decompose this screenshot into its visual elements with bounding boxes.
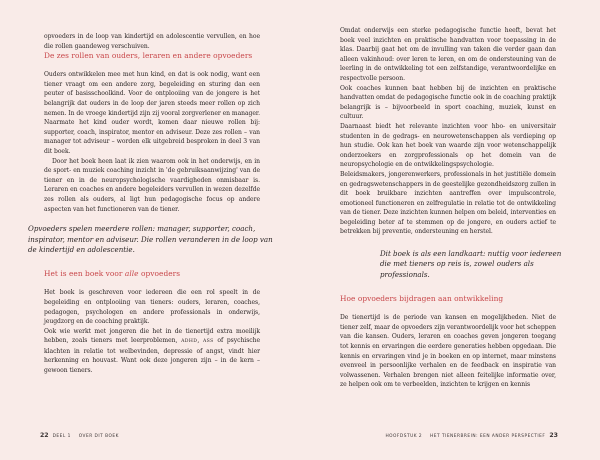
intro-paragraph: opvoeders in de loop van kindertijd en adolescentie vervullen, en hoe die rollen gaandeweg verschuiven. [44, 33, 260, 50]
heading-part: Het is een boek voor [44, 269, 125, 279]
footer-chapter: HOOFDSTUK 2 [385, 434, 423, 439]
footer-title: OVER DIT BOEK [78, 434, 119, 439]
paragraph: Omdat onderwijs een sterke pedagogische functie heeft, bevat het boek veel inzichten en praktische handvatten voor toepassing in de klas. Daarbij gaat het om de invulling van taken die verder gaan dan alleen vakinhoud: over leren te leren, en om de ondersteuning van de leerling in de ontwikkeling tot een zelfstandige, verantwoordelijke en respectvolle persoon. [340, 27, 556, 82]
abbreviation: ASS [202, 339, 214, 345]
heading-part: opvoeders [138, 269, 181, 279]
abbreviation: ADHD [181, 339, 198, 345]
pull-quote: Dit boek is als een landkaart: nuttig voor iedereen die met tieners op reis is, zowel ouders als professionals. [380, 249, 562, 279]
section-all-educators-body [44, 288, 260, 375]
text-run: Ook wie werkt met jongeren die het in de tienertijd extra moeilijk hebben, zoals tieners met leerproblemen, [44, 327, 260, 345]
paragraph: Ook coaches kunnen baat hebben bij de inzichten en praktische handvatten omdat de pedagogische functie ook in de coaching praktijk belangrijk is – bijvoorbeeld in sport coaching, muziek, kunst en cultuur. [340, 84, 556, 121]
page-footer [385, 432, 558, 439]
left-text-flow [28, 32, 273, 376]
text-run: of psychische klachten in relatie tot welbevinden, depressie of angst, vindt hier herkenning en houvast. Want ook deze jongeren zijn – in de kern – gewoon tieners. [44, 337, 260, 375]
section-heading-all-educators [44, 269, 260, 279]
text-run: , [197, 337, 203, 345]
section-six-roles-body [44, 70, 260, 214]
right-text-flow [340, 26, 562, 390]
paragraph [44, 327, 260, 376]
paragraph: Ouders ontwikkelen mee met hun kind, en dat is ook nodig, want een tiener vraagt om een andere zorg, begeleiding en sturing dan een peuter of basisschoolkind. Voor de ontplooiing van de jongere is het belangrijk dat ouders in de loop der jaren steeds meer rollen op zich nemen. In de vroege kindertijd zijn zij vooral zorgverlener en manager. Naarmate het kind ouder wordt, komen daar nieuwe rollen bij: supporter, coach, inspirator, mentor en adviseur. Deze zes rollen – van manager tot adviseur – worden elk uitgebreid besproken in deel 3 van dit boek. [44, 71, 260, 155]
section-contribution-body [340, 313, 556, 390]
footer-part: DEEL 1 [52, 434, 71, 439]
paragraph: Het boek is geschreven voor iedereen die een rol speelt in de begeleiding en ontplooiing van tieners: ouders, leraren, coaches, pedagogen, psychologen en andere professionals in onderwijs, jeugdzorg en de coaching praktijk. [44, 289, 260, 326]
heading-emphasis: alle [124, 269, 139, 279]
paragraph: Beleidsmakers, jongerenwerkers, professionals in het justitiële domein en gedragswetenschappers in de geestelijke gezondheidszorg zullen in dit boek bruikbare inzichten aantreffen over impulscontrole, emotioneel functioneren en zelfregulatie in relatie tot de ontwikkeling van de tiener. Deze inzichten kunnen helpen om beleid, interventies en begeleiding beter af te stemmen op de jongere, en ouders actief te betrekken bij preventie, ondersteuning en herstel. [340, 170, 556, 236]
paragraph: De tienertijd is de periode van kansen en mogelijkheden. Niet de tiener zelf, maar de opvoeders zijn verantwoordelijk voor het scheppen van die kansen. Ouders, leraren en coaches geven jongeren toegang tot kennis en ervaringen die eerdere generaties hebben opgedaan. Die kennis en ervaringen vind je in boeken en op internet, maar minstens evenveel in persoonlijke verhalen en de feedback en inspiratie van volwassenen. Verhalen brengen niet alleen feitelijke informatie over, ze helpen ook om te verbeelden, inzichten te krijgen en kennis [340, 314, 556, 389]
footer-title: HET TIENERBREIN: EEN ANDER PERSPECTIEF [430, 434, 546, 439]
section-heading-six-roles: De zes rollen van ouders, leraren en andere opvoeders [44, 51, 253, 61]
paragraph: Daarnaast biedt het relevante inzichten voor hbo- en universitair studenten in de gedrags- en neurowetenschappen als verdieping op hun studie. Ook kan het boek van waarde zijn voor wetenschappelijk onderzoekers en zorgprofessionals op het domein van de neuropsychologie en de ontwikkelingspsychologie. [340, 122, 556, 169]
paragraph: Door het boek heen laat ik zien waarom ook in het onderwijs, en in de sport- en muziek coaching inzicht in 'de gebruiksaanwijzing' van de tiener en in de neuropsychologische vaardigheden onmisbaar is. Leraren en coaches en andere begeleiders vervullen in wezen dezelfde zes rollen als ouders, al ligt hun pedagogische focus op andere aspecten van het functioneren van de tiener. [44, 157, 260, 213]
page-number: 22 [40, 432, 49, 439]
page-number: 23 [549, 432, 558, 439]
section-heading-contribution: Hoe opvoeders bijdragen aan ontwikkeling [340, 294, 504, 304]
pull-quote: Opvoeders spelen meerdere rollen: manager, supporter, coach, inspirator, mentor en adviseur. Die rollen veranderen in de loop van de kindertijd en adolescentie. [28, 224, 273, 254]
page-footer [40, 432, 119, 439]
right-page [300, 0, 600, 460]
